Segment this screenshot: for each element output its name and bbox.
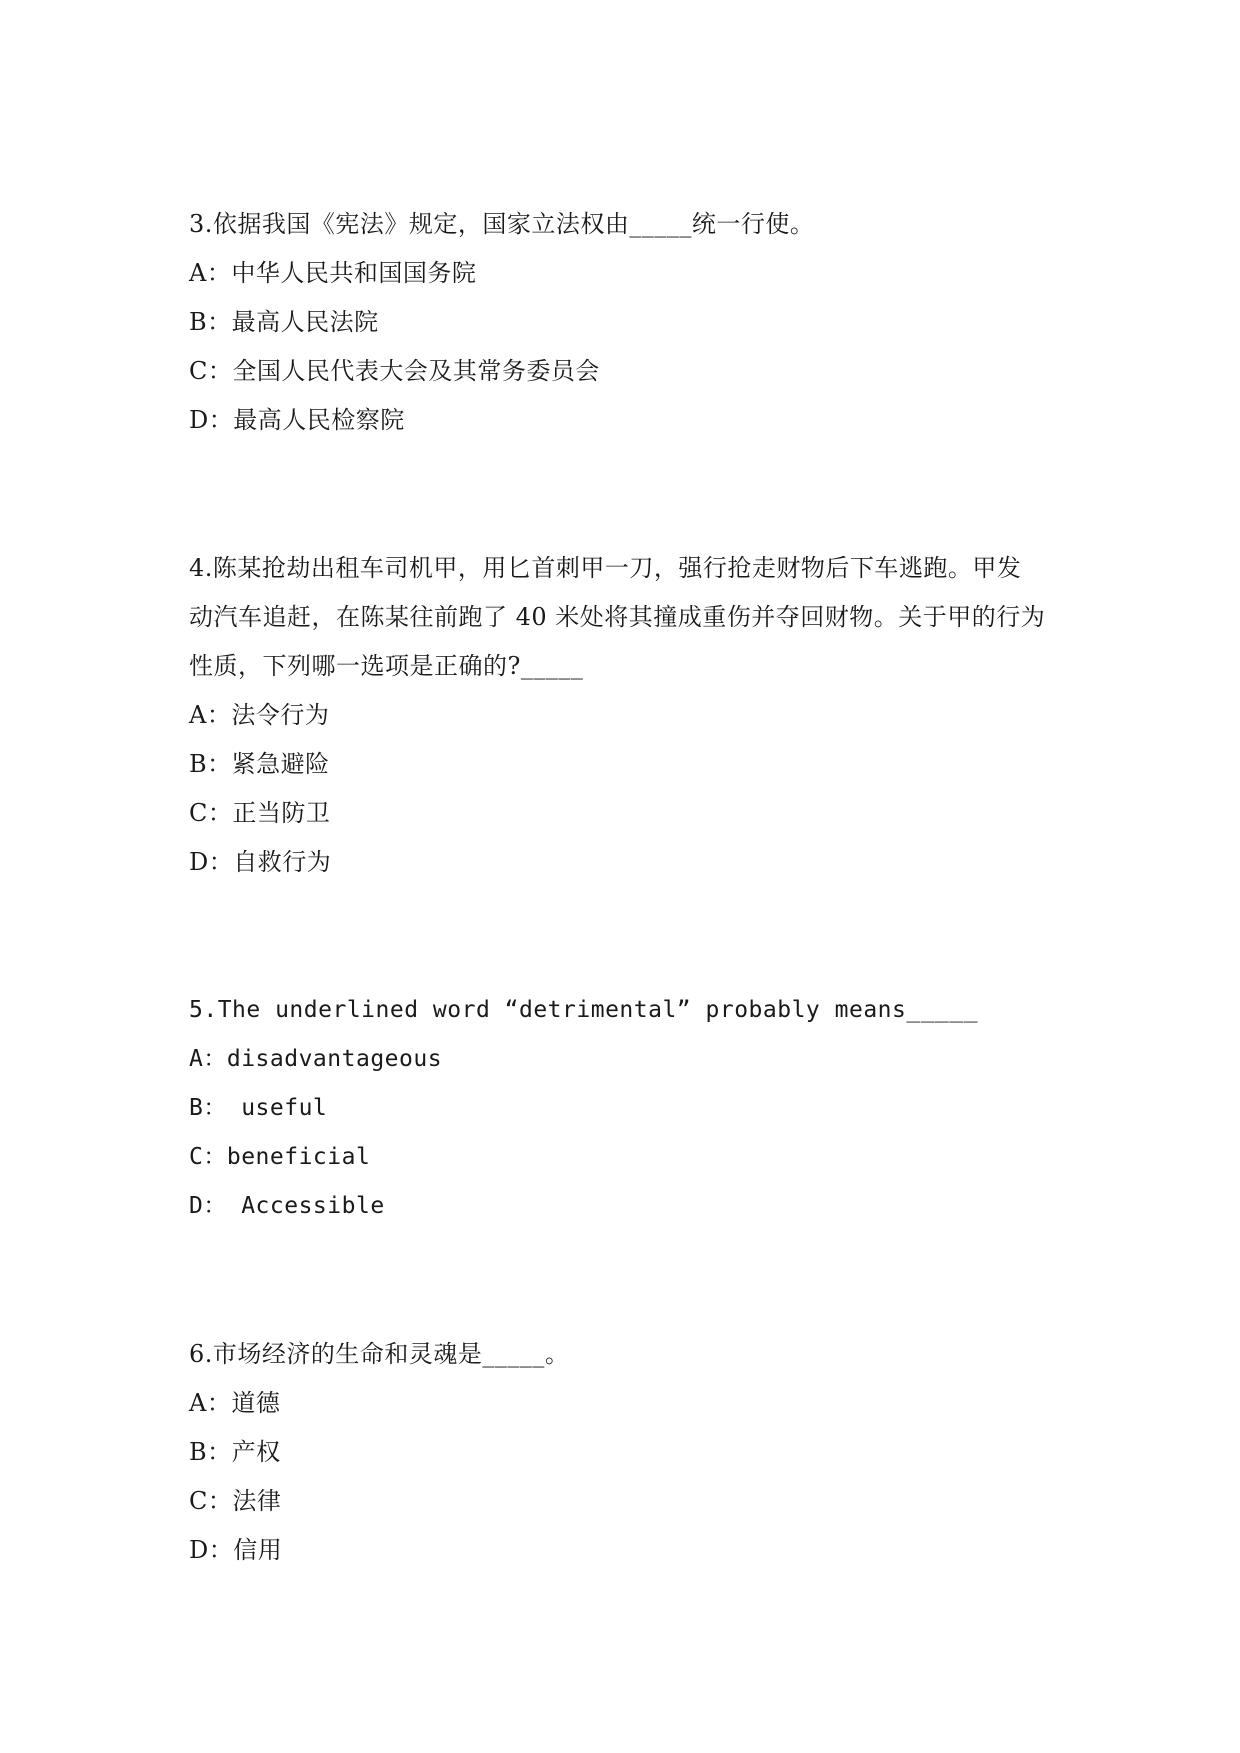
question-5-stem: 5.The underlined word “detrimental” probably means_____ xyxy=(189,997,979,1023)
question-4-stem-line-3: 性质，下列哪一选项是正确的?_____ xyxy=(189,652,584,680)
question-6-option-b: B：产权 xyxy=(189,1438,281,1466)
question-4-option-c: C：正当防卫 xyxy=(189,799,331,827)
question-5-option-c: C：beneficial xyxy=(189,1144,371,1170)
question-6-option-a: A：道德 xyxy=(189,1389,281,1417)
question-3-stem: 3.依据我国《宪法》规定，国家立法权由_____统一行使。 xyxy=(189,210,815,238)
question-4-option-b: B：紧急避险 xyxy=(189,750,330,778)
question-3-option-c: C：全国人民代表大会及其常务委员会 xyxy=(189,357,600,385)
question-6-option-d: D：信用 xyxy=(189,1536,283,1564)
question-3-option-a: A：中华人民共和国国务院 xyxy=(189,259,477,287)
question-4-option-a: A：法令行为 xyxy=(189,701,330,729)
question-3-option-b: B：最高人民法院 xyxy=(189,308,379,336)
question-5-option-a: A：disadvantageous xyxy=(189,1046,443,1072)
question-4-option-d: D：自救行为 xyxy=(189,848,332,876)
question-5-option-b: B： useful xyxy=(189,1095,328,1121)
question-4-stem-line-1: 4.陈某抢劫出租车司机甲，用匕首刺甲一刀，强行抢走财物后下车逃跑。甲发 xyxy=(189,554,1022,582)
question-6-option-c: C：法律 xyxy=(189,1487,282,1515)
question-4-stem-line-2: 动汽车追赶，在陈某往前跑了 40 米处将其撞成重伤并夺回财物。关于甲的行为 xyxy=(189,603,1046,631)
question-6-stem: 6.市场经济的生命和灵魂是_____。 xyxy=(189,1340,570,1368)
question-5-option-d: D： Accessible xyxy=(189,1193,385,1219)
question-3-option-d: D：最高人民检察院 xyxy=(189,406,405,434)
